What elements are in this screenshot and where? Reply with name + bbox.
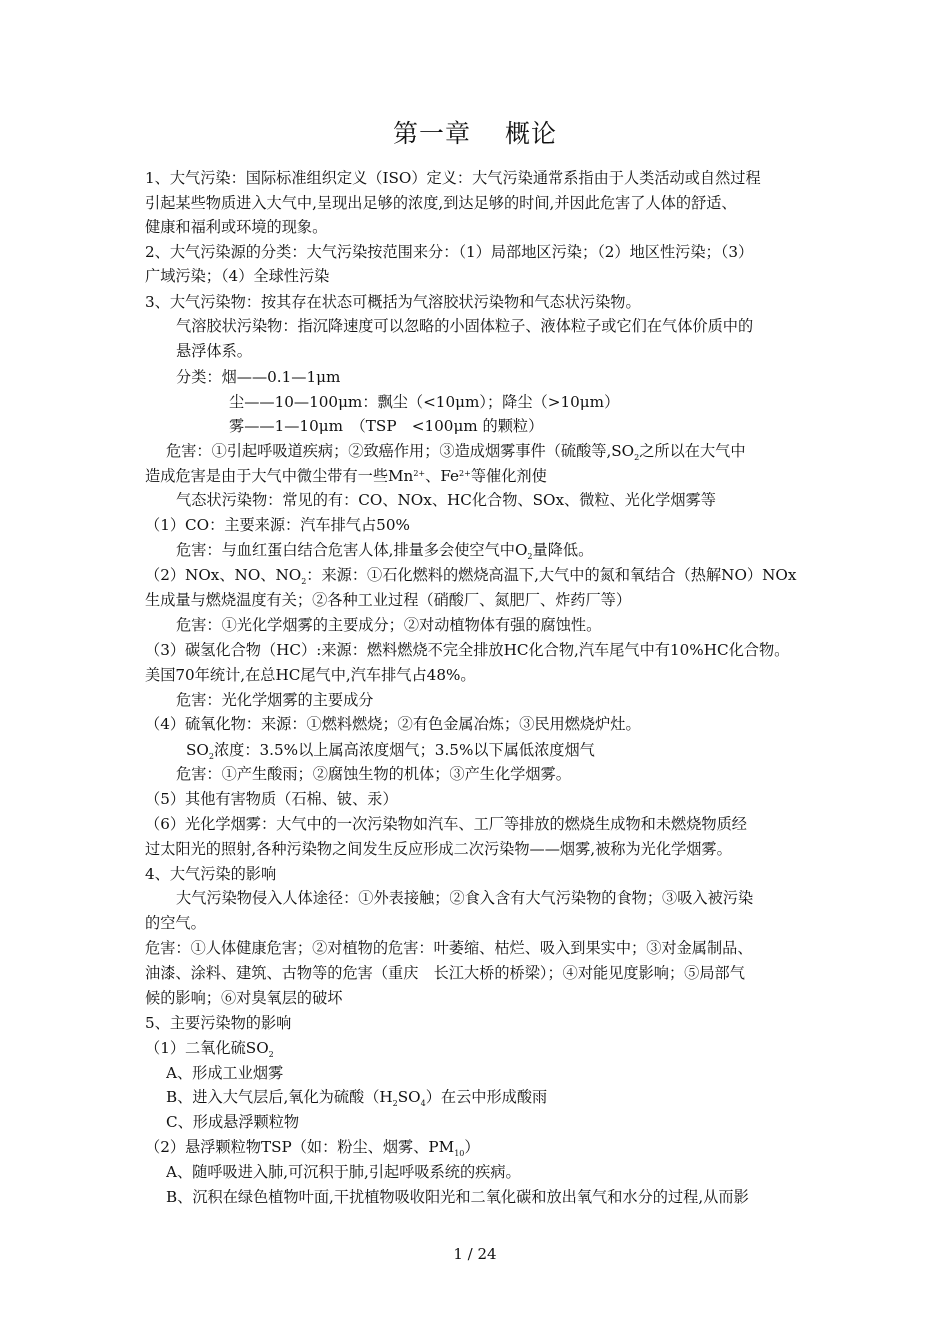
paragraph-line: 危害：①光化学烟雾的主要成分；②对动植物体有强的腐蚀性。: [176, 616, 602, 634]
paragraph-line: 大气污染物侵入人体途径：①外表接触；②食入含有大气污染物的食物；③吸入被污染: [176, 889, 754, 907]
paragraph-line: 健康和福利或环境的现象。: [145, 218, 328, 236]
paragraph-line: 4、大气污染的影响: [145, 865, 277, 883]
paragraph-line: （5）其他有害物质（石棉、铍、汞）: [145, 790, 398, 808]
paragraph-line: （4）硫氧化物：来源：①燃料燃烧；②有色金属冶炼；③民用燃烧炉灶。: [145, 715, 641, 733]
chapter-title: [0, 114, 950, 150]
paragraph-line: 危害：光化学烟雾的主要成分: [176, 691, 374, 709]
paragraph-line: （1）CO：主要来源：汽车排气占50%: [145, 516, 410, 534]
paragraph-line: 雾——1—10μm （TSP <100μm 的颗粒）: [229, 417, 544, 435]
paragraph-line: （2）悬浮颗粒物TSP（如：粉尘、烟雾、$PM_{10}$）: [145, 1138, 480, 1158]
chapter-name: 概论: [505, 119, 558, 148]
paragraph-line: 气态状污染物：常见的有：CO、NOx、HC化合物、SOx、微粒、光化学烟雾等: [176, 491, 716, 509]
paragraph-line: 的空气。: [145, 914, 206, 932]
paragraph-line: A、随呼吸进入肺,可沉积于肺,引起呼吸系统的疾病。: [166, 1163, 521, 1181]
paragraph-line: C、形成悬浮颗粒物: [166, 1113, 300, 1131]
paragraph-line: 油漆、涂料、建筑、古物等的危害（重庆 长江大桥的桥梁）；④对能见度影响；⑤局部气: [145, 964, 745, 982]
paragraph-line: 候的影响；⑥对臭氧层的破坏: [145, 989, 343, 1007]
paragraph-line: 危害：与血红蛋白结合危害人体,排量多会使空气中$O_2$量降低。: [176, 541, 594, 561]
paragraph-line: A、形成工业烟雾: [166, 1064, 284, 1082]
paragraph-line: $SO_2$浓度：3.5%以上属高浓度烟气；3.5%以下属低浓度烟气: [186, 741, 595, 761]
paragraph-line: 美国70年统计,在总HC尾气中,汽车排气占48%。: [145, 666, 476, 684]
paragraph-line: B、沉积在绿色植物叶面,干扰植物吸收阳光和二氧化碳和放出氧气和水分的过程,从而影: [166, 1188, 749, 1206]
paragraph-line: 1、大气污染：国际标准组织定义（ISO）定义：大气污染通常系指由于人类活动或自然过程: [145, 169, 761, 187]
paragraph-line: 2、大气污染源的分类：大气污染按范围来分：（1）局部地区污染；（2）地区性污染；（3）: [145, 243, 754, 261]
paragraph-line: （2）NOx、NO、$NO_2$：来源：①石化燃料的燃烧高温下,大气中的氮和氧结合（热解NO）NOx: [145, 566, 797, 586]
paragraph-line: 引起某些物质进入大气中,呈现出足够的浓度,到达足够的时间,并因此危害了人体的舒适、: [145, 194, 737, 212]
paragraph-line: 危害：①人体健康危害；②对植物的危害：叶萎缩、枯烂、吸入到果实中；③对金属制品、: [145, 939, 753, 957]
paragraph-line: 分类：烟——0.1—1μm: [176, 368, 341, 386]
paragraph-line: 悬浮体系。: [176, 342, 252, 360]
paragraph-line: B、进入大气层后,氧化为硫酸$(H_2SO_4)$在云中形成酸雨: [166, 1088, 548, 1108]
paragraph-line: 5、主要污染物的影响: [145, 1014, 292, 1032]
paragraph-line: 生成量与燃烧温度有关；②各种工业过程（硝酸厂、氮肥厂、炸药厂等）: [145, 591, 631, 609]
paragraph-line: 广域污染；（4）全球性污染: [145, 267, 330, 285]
paragraph-line: （3）碳氢化合物（HC）:来源：燃料燃烧不完全排放HC化合物,汽车尾气中有10%HC化合物。: [145, 641, 790, 659]
paragraph-line: 气溶胶状污染物：指沉降速度可以忽略的小固体粒子、液体粒子或它们在气体价质中的: [176, 317, 754, 335]
paragraph-line: （6）光化学烟雾：大气中的一次污染物如汽车、工厂等排放的燃烧生成物和未燃烧物质经: [145, 815, 747, 833]
paragraph-line: （1）二氧化硫$SO_2$: [145, 1039, 274, 1059]
paragraph-line: 过太阳光的照射,各种污染物之间发生反应形成二次污染物——烟雾,被称为光化学烟雾。: [145, 840, 732, 858]
paragraph-line: 危害：①引起呼吸道疾病；②致癌作用；③造成烟雾事件（硫酸等$,SO_2$之所以在大气中: [166, 442, 746, 462]
page-number: 1 / 24: [453, 1245, 497, 1263]
paragraph-line: 尘——10—100μm：飘尘（<10μm）；降尘（>10μm）: [229, 393, 620, 411]
paragraph-line: 造成危害是由于大气中微尘带有一些$Mn^{2+}$、$Fe^{2+}$等催化剂使: [145, 467, 547, 485]
paragraph-line: 危害：①产生酸雨；②腐蚀生物的机体；③产生化学烟雾。: [176, 765, 571, 783]
chapter-number: 第一章: [392, 119, 471, 148]
paragraph-line: 3、大气污染物：按其存在状态可概括为气溶胶状污染物和气态状污染物。: [145, 293, 641, 311]
